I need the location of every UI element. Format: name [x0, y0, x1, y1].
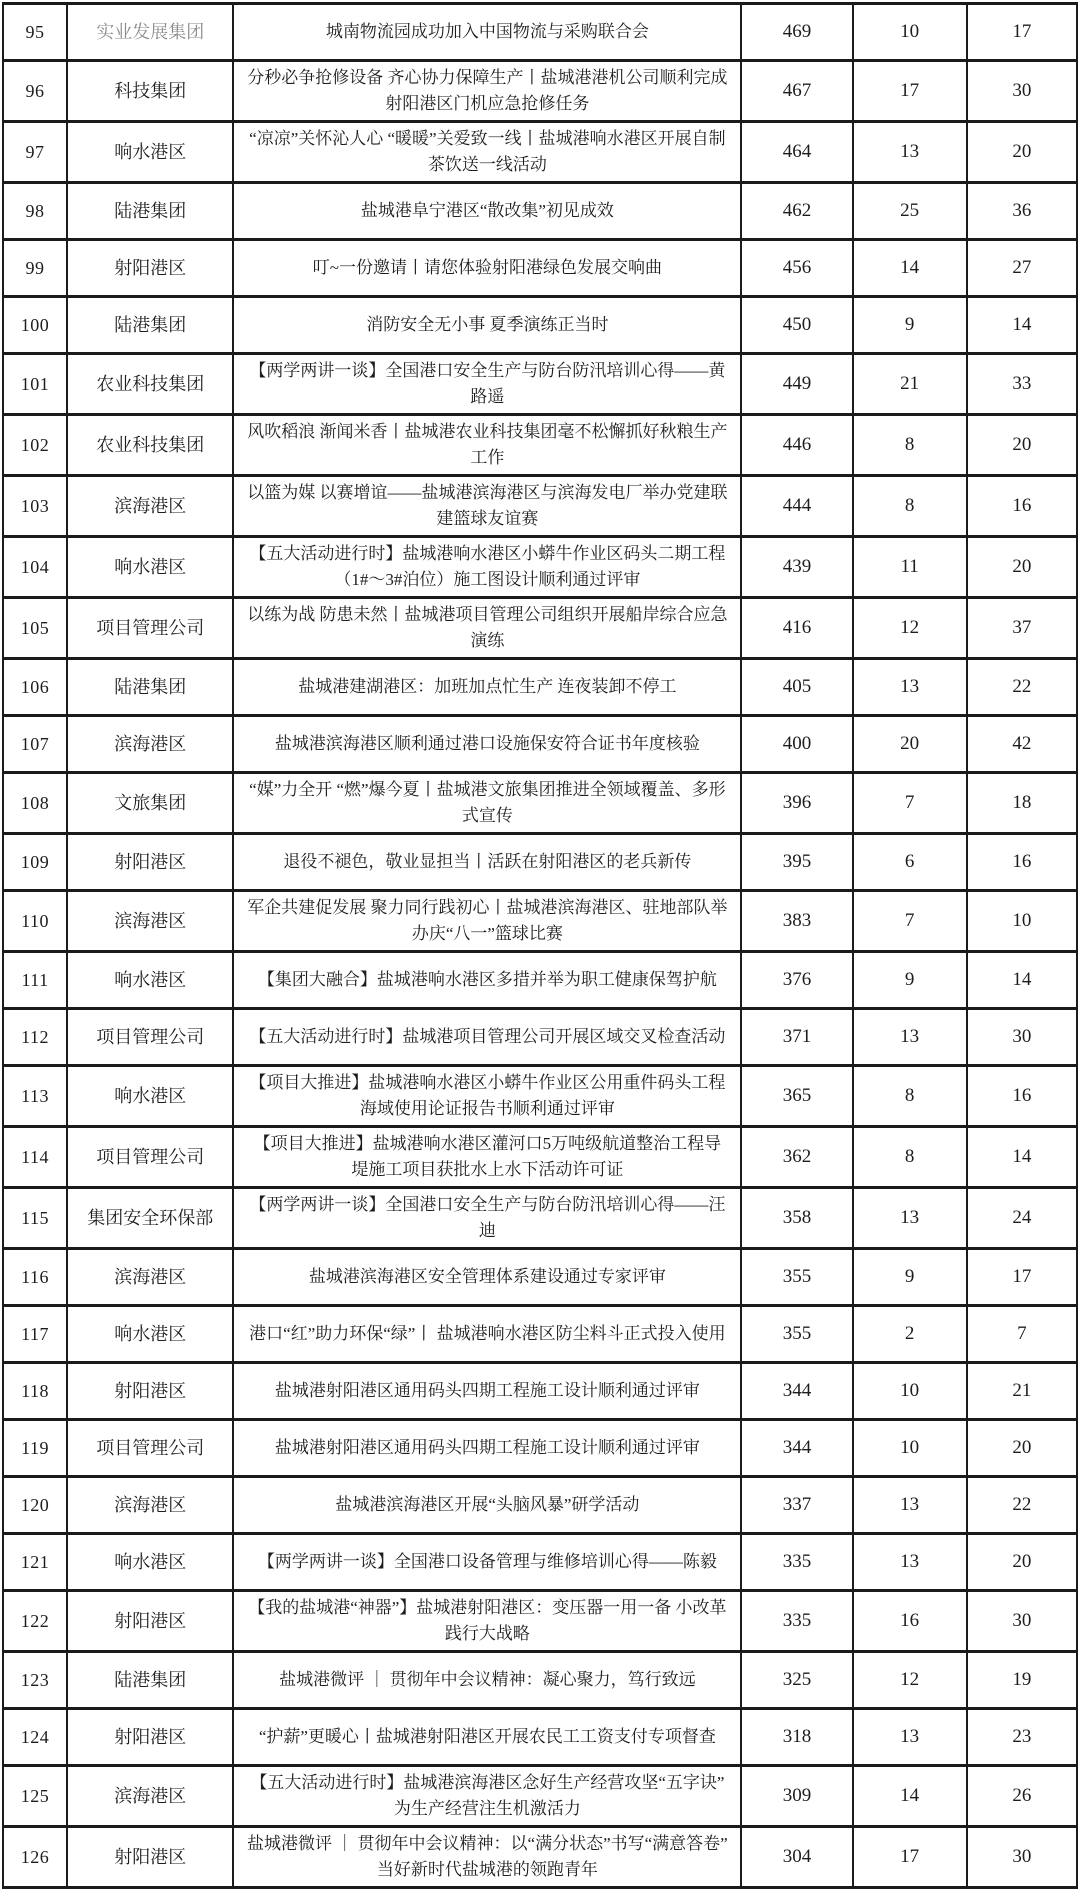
row-value-1: 449: [741, 354, 852, 415]
table-row: [3, 952, 1077, 1009]
row-value-3: 20: [967, 1420, 1077, 1477]
row-value-2: 9: [853, 1249, 967, 1306]
row-organization: 陆港集团: [67, 297, 233, 354]
row-organization: 农业科技集团: [67, 354, 233, 415]
row-value-2: 13: [853, 1188, 967, 1249]
row-value-1: 304: [741, 1827, 852, 1888]
row-value-2: 9: [853, 297, 967, 354]
row-value-2: 13: [853, 122, 967, 183]
row-value-1: 335: [741, 1534, 852, 1591]
row-value-1: 383: [741, 891, 852, 952]
row-value-2: 17: [853, 61, 967, 122]
row-rank: 126: [3, 1827, 67, 1888]
row-article-title: 【五大活动进行时】盐城港响水港区小蟒牛作业区码头二期工程（1#～3#泊位）施工图设计顺利通过评审: [233, 537, 741, 598]
row-organization: 实业发展集团: [67, 4, 233, 61]
table-row: [3, 537, 1077, 598]
row-organization: 射阳港区: [67, 240, 233, 297]
row-value-2: 20: [853, 716, 967, 773]
row-organization: 射阳港区: [67, 1591, 233, 1652]
table-body: [3, 4, 1077, 1888]
row-rank: 97: [3, 122, 67, 183]
row-value-2: 10: [853, 4, 967, 61]
row-value-2: 12: [853, 1652, 967, 1709]
row-rank: 118: [3, 1363, 67, 1420]
row-value-3: 20: [967, 415, 1077, 476]
row-value-2: 6: [853, 834, 967, 891]
row-value-3: 24: [967, 1188, 1077, 1249]
table-row: [3, 354, 1077, 415]
table-row: [3, 834, 1077, 891]
row-value-1: 344: [741, 1363, 852, 1420]
row-value-1: 439: [741, 537, 852, 598]
row-rank: 113: [3, 1066, 67, 1127]
row-value-2: 12: [853, 598, 967, 659]
row-value-1: 469: [741, 4, 852, 61]
row-value-1: 362: [741, 1127, 852, 1188]
row-organization: 滨海港区: [67, 1249, 233, 1306]
row-value-1: 446: [741, 415, 852, 476]
row-article-title: “媒”力全开 “燃”爆今夏丨盐城港文旅集团推进全领域覆盖、多形式宣传: [233, 773, 741, 834]
row-organization: 滨海港区: [67, 476, 233, 537]
table-row: [3, 1766, 1077, 1827]
row-article-title: 【项目大推进】盐城港响水港区小蟒牛作业区公用重件码头工程海域使用论证报告书顺利通过评审: [233, 1066, 741, 1127]
row-value-3: 22: [967, 659, 1077, 716]
row-organization: 滨海港区: [67, 891, 233, 952]
row-rank: 101: [3, 354, 67, 415]
row-article-title: 消防安全无小事 夏季演练正当时: [233, 297, 741, 354]
row-value-2: 13: [853, 1709, 967, 1766]
row-value-3: 16: [967, 834, 1077, 891]
row-value-3: 7: [967, 1306, 1077, 1363]
row-rank: 116: [3, 1249, 67, 1306]
row-value-3: 30: [967, 1827, 1077, 1888]
row-organization: 滨海港区: [67, 1766, 233, 1827]
row-article-title: 盐城港阜宁港区“散改集”初见成效: [233, 183, 741, 240]
row-article-title: “护薪”更暖心丨盐城港射阳港区开展农民工工资支付专项督查: [233, 1709, 741, 1766]
row-value-2: 13: [853, 659, 967, 716]
table-row: [3, 1306, 1077, 1363]
row-rank: 123: [3, 1652, 67, 1709]
row-organization: 陆港集团: [67, 183, 233, 240]
row-value-1: 464: [741, 122, 852, 183]
row-value-3: 14: [967, 1127, 1077, 1188]
row-organization: 项目管理公司: [67, 1009, 233, 1066]
row-rank: 96: [3, 61, 67, 122]
table-row: [3, 1249, 1077, 1306]
table-row: [3, 415, 1077, 476]
row-value-3: 20: [967, 122, 1077, 183]
row-value-2: 25: [853, 183, 967, 240]
row-organization: 射阳港区: [67, 834, 233, 891]
row-value-3: 16: [967, 476, 1077, 537]
table-row: [3, 1827, 1077, 1888]
row-rank: 115: [3, 1188, 67, 1249]
row-organization: 响水港区: [67, 537, 233, 598]
row-value-1: 365: [741, 1066, 852, 1127]
table-row: [3, 1591, 1077, 1652]
row-value-2: 14: [853, 240, 967, 297]
row-value-1: 325: [741, 1652, 852, 1709]
row-organization: 科技集团: [67, 61, 233, 122]
row-value-3: 33: [967, 354, 1077, 415]
row-article-title: 【五大活动进行时】盐城港滨海港区念好生产经营攻坚“五字诀” 为生产经营注生机激活力: [233, 1766, 741, 1827]
row-value-2: 17: [853, 1827, 967, 1888]
row-value-3: 14: [967, 952, 1077, 1009]
row-rank: 105: [3, 598, 67, 659]
row-article-title: 盐城港射阳港区通用码头四期工程施工设计顺利通过评审: [233, 1420, 741, 1477]
row-value-2: 21: [853, 354, 967, 415]
row-organization: 响水港区: [67, 122, 233, 183]
row-rank: 119: [3, 1420, 67, 1477]
row-article-title: 【五大活动进行时】盐城港项目管理公司开展区域交叉检查活动: [233, 1009, 741, 1066]
row-value-3: 20: [967, 537, 1077, 598]
row-value-2: 14: [853, 1766, 967, 1827]
row-article-title: 退役不褪色，敬业显担当丨活跃在射阳港区的老兵新传: [233, 834, 741, 891]
row-value-2: 9: [853, 952, 967, 1009]
row-article-title: 盐城港微评 ｜ 贯彻年中会议精神：凝心聚力，笃行致远: [233, 1652, 741, 1709]
row-rank: 114: [3, 1127, 67, 1188]
row-article-title: 【两学两讲一谈】全国港口设备管理与维修培训心得——陈毅: [233, 1534, 741, 1591]
row-article-title: 【两学两讲一谈】全国港口安全生产与防台防汛培训心得——汪迪: [233, 1188, 741, 1249]
row-rank: 103: [3, 476, 67, 537]
table-row: [3, 659, 1077, 716]
row-rank: 95: [3, 4, 67, 61]
table-row: [3, 773, 1077, 834]
row-value-3: 22: [967, 1477, 1077, 1534]
row-value-3: 26: [967, 1766, 1077, 1827]
row-value-1: 335: [741, 1591, 852, 1652]
row-rank: 98: [3, 183, 67, 240]
row-value-2: 8: [853, 415, 967, 476]
table-row: [3, 476, 1077, 537]
row-value-1: 318: [741, 1709, 852, 1766]
row-rank: 106: [3, 659, 67, 716]
row-value-1: 456: [741, 240, 852, 297]
row-value-1: 396: [741, 773, 852, 834]
row-value-3: 19: [967, 1652, 1077, 1709]
row-value-1: 416: [741, 598, 852, 659]
table-row: [3, 61, 1077, 122]
row-value-3: 10: [967, 891, 1077, 952]
row-organization: 射阳港区: [67, 1827, 233, 1888]
table-row: [3, 122, 1077, 183]
row-value-1: 337: [741, 1477, 852, 1534]
row-value-3: 17: [967, 1249, 1077, 1306]
row-value-2: 13: [853, 1477, 967, 1534]
row-value-1: 371: [741, 1009, 852, 1066]
row-rank: 120: [3, 1477, 67, 1534]
row-value-3: 42: [967, 716, 1077, 773]
row-value-1: 355: [741, 1249, 852, 1306]
table-row: [3, 1420, 1077, 1477]
row-value-3: 30: [967, 1009, 1077, 1066]
row-value-3: 23: [967, 1709, 1077, 1766]
row-article-title: 叮~一份邀请丨请您体验射阳港绿色发展交响曲: [233, 240, 741, 297]
table-row: [3, 297, 1077, 354]
row-value-3: 36: [967, 183, 1077, 240]
table-row: [3, 240, 1077, 297]
row-article-title: 盐城港建湖港区：加班加点忙生产 连夜装卸不停工: [233, 659, 741, 716]
row-value-3: 21: [967, 1363, 1077, 1420]
row-organization: 响水港区: [67, 952, 233, 1009]
row-rank: 117: [3, 1306, 67, 1363]
row-article-title: 以篮为媒 以赛增谊——盐城港滨海港区与滨海发电厂举办党建联建篮球友谊赛: [233, 476, 741, 537]
table-row: [3, 1009, 1077, 1066]
row-organization: 射阳港区: [67, 1709, 233, 1766]
row-organization: 滨海港区: [67, 1477, 233, 1534]
row-article-title: 盐城港滨海港区开展“头脑风暴”研学活动: [233, 1477, 741, 1534]
row-article-title: 城南物流园成功加入中国物流与采购联合会: [233, 4, 741, 61]
row-rank: 111: [3, 952, 67, 1009]
row-article-title: 盐城港滨海港区安全管理体系建设通过专家评审: [233, 1249, 741, 1306]
row-article-title: 分秒必争抢修设备 齐心协力保障生产丨盐城港港机公司顺利完成射阳港区门机应急抢修任务: [233, 61, 741, 122]
table-row: [3, 1066, 1077, 1127]
row-article-title: 盐城港微评 ｜ 贯彻年中会议精神：以“满分状态”书写“满意答卷” 当好新时代盐城港的领跑青年: [233, 1827, 741, 1888]
row-rank: 125: [3, 1766, 67, 1827]
row-value-2: 16: [853, 1591, 967, 1652]
row-value-1: 450: [741, 297, 852, 354]
row-article-title: 军企共建促发展 聚力同行践初心丨盐城港滨海港区、驻地部队举办庆“八一”篮球比赛: [233, 891, 741, 952]
row-article-title: 风吹稻浪 渐闻米香丨盐城港农业科技集团毫不松懈抓好秋粮生产工作: [233, 415, 741, 476]
row-organization: 陆港集团: [67, 659, 233, 716]
table-row: [3, 183, 1077, 240]
row-value-3: 18: [967, 773, 1077, 834]
row-rank: 109: [3, 834, 67, 891]
row-rank: 110: [3, 891, 67, 952]
row-value-3: 16: [967, 1066, 1077, 1127]
table-row: [3, 1188, 1077, 1249]
row-organization: 项目管理公司: [67, 1420, 233, 1477]
table-row: [3, 1363, 1077, 1420]
row-value-2: 7: [853, 773, 967, 834]
row-value-1: 344: [741, 1420, 852, 1477]
row-article-title: 【两学两讲一谈】全国港口安全生产与防台防汛培训心得——黄路遥: [233, 354, 741, 415]
table-row: [3, 716, 1077, 773]
row-value-2: 7: [853, 891, 967, 952]
row-value-1: 358: [741, 1188, 852, 1249]
row-value-1: 355: [741, 1306, 852, 1363]
row-value-3: 27: [967, 240, 1077, 297]
row-article-title: 港口“红”助力环保“绿”丨 盐城港响水港区防尘料斗正式投入使用: [233, 1306, 741, 1363]
row-value-2: 13: [853, 1009, 967, 1066]
table-row: [3, 598, 1077, 659]
row-value-2: 2: [853, 1306, 967, 1363]
row-organization: 响水港区: [67, 1306, 233, 1363]
row-rank: 112: [3, 1009, 67, 1066]
row-article-title: 【我的盐城港“神器”】盐城港射阳港区：变压器一用一备 小改革践行大战略: [233, 1591, 741, 1652]
row-organization: 响水港区: [67, 1534, 233, 1591]
row-value-2: 11: [853, 537, 967, 598]
row-value-1: 309: [741, 1766, 852, 1827]
row-article-title: “凉凉”关怀沁人心 “暖暖”关爱致一线丨盐城港响水港区开展自制茶饮送一线活动: [233, 122, 741, 183]
row-value-3: 17: [967, 4, 1077, 61]
row-organization: 项目管理公司: [67, 1127, 233, 1188]
table-row: [3, 1652, 1077, 1709]
row-organization: 滨海港区: [67, 716, 233, 773]
row-rank: 122: [3, 1591, 67, 1652]
row-article-title: 【项目大推进】盐城港响水港区灌河口5万吨级航道整治工程导堤施工项目获批水上水下活动许可证: [233, 1127, 741, 1188]
row-value-1: 405: [741, 659, 852, 716]
row-organization: 文旅集团: [67, 773, 233, 834]
row-article-title: 以练为战 防患未然丨盐城港项目管理公司组织开展船岸综合应急演练: [233, 598, 741, 659]
row-organization: 陆港集团: [67, 1652, 233, 1709]
article-stats-table: [2, 2, 1078, 1889]
row-rank: 124: [3, 1709, 67, 1766]
row-article-title: 盐城港滨海港区顺利通过港口设施保安符合证书年度核验: [233, 716, 741, 773]
row-value-1: 462: [741, 183, 852, 240]
row-organization: 射阳港区: [67, 1363, 233, 1420]
row-rank: 100: [3, 297, 67, 354]
row-value-2: 10: [853, 1363, 967, 1420]
table-row: [3, 891, 1077, 952]
table-row: [3, 1709, 1077, 1766]
row-article-title: 【集团大融合】盐城港响水港区多措并举为职工健康保驾护航: [233, 952, 741, 1009]
row-rank: 108: [3, 773, 67, 834]
row-value-3: 30: [967, 61, 1077, 122]
row-rank: 104: [3, 537, 67, 598]
row-rank: 121: [3, 1534, 67, 1591]
row-value-1: 395: [741, 834, 852, 891]
row-value-2: 8: [853, 1066, 967, 1127]
row-value-1: 400: [741, 716, 852, 773]
row-organization: 农业科技集团: [67, 415, 233, 476]
row-rank: 99: [3, 240, 67, 297]
row-rank: 107: [3, 716, 67, 773]
table-row: [3, 4, 1077, 61]
row-value-2: 10: [853, 1420, 967, 1477]
row-article-title: 盐城港射阳港区通用码头四期工程施工设计顺利通过评审: [233, 1363, 741, 1420]
row-value-1: 444: [741, 476, 852, 537]
row-value-3: 30: [967, 1591, 1077, 1652]
row-value-3: 20: [967, 1534, 1077, 1591]
row-organization: 集团安全环保部: [67, 1188, 233, 1249]
row-rank: 102: [3, 415, 67, 476]
table-row: [3, 1534, 1077, 1591]
row-value-1: 467: [741, 61, 852, 122]
row-value-2: 8: [853, 476, 967, 537]
row-value-3: 37: [967, 598, 1077, 659]
row-value-2: 8: [853, 1127, 967, 1188]
row-organization: 项目管理公司: [67, 598, 233, 659]
row-organization: 响水港区: [67, 1066, 233, 1127]
table-row: [3, 1477, 1077, 1534]
row-value-1: 376: [741, 952, 852, 1009]
table-row: [3, 1127, 1077, 1188]
row-value-2: 13: [853, 1534, 967, 1591]
row-value-3: 14: [967, 297, 1077, 354]
